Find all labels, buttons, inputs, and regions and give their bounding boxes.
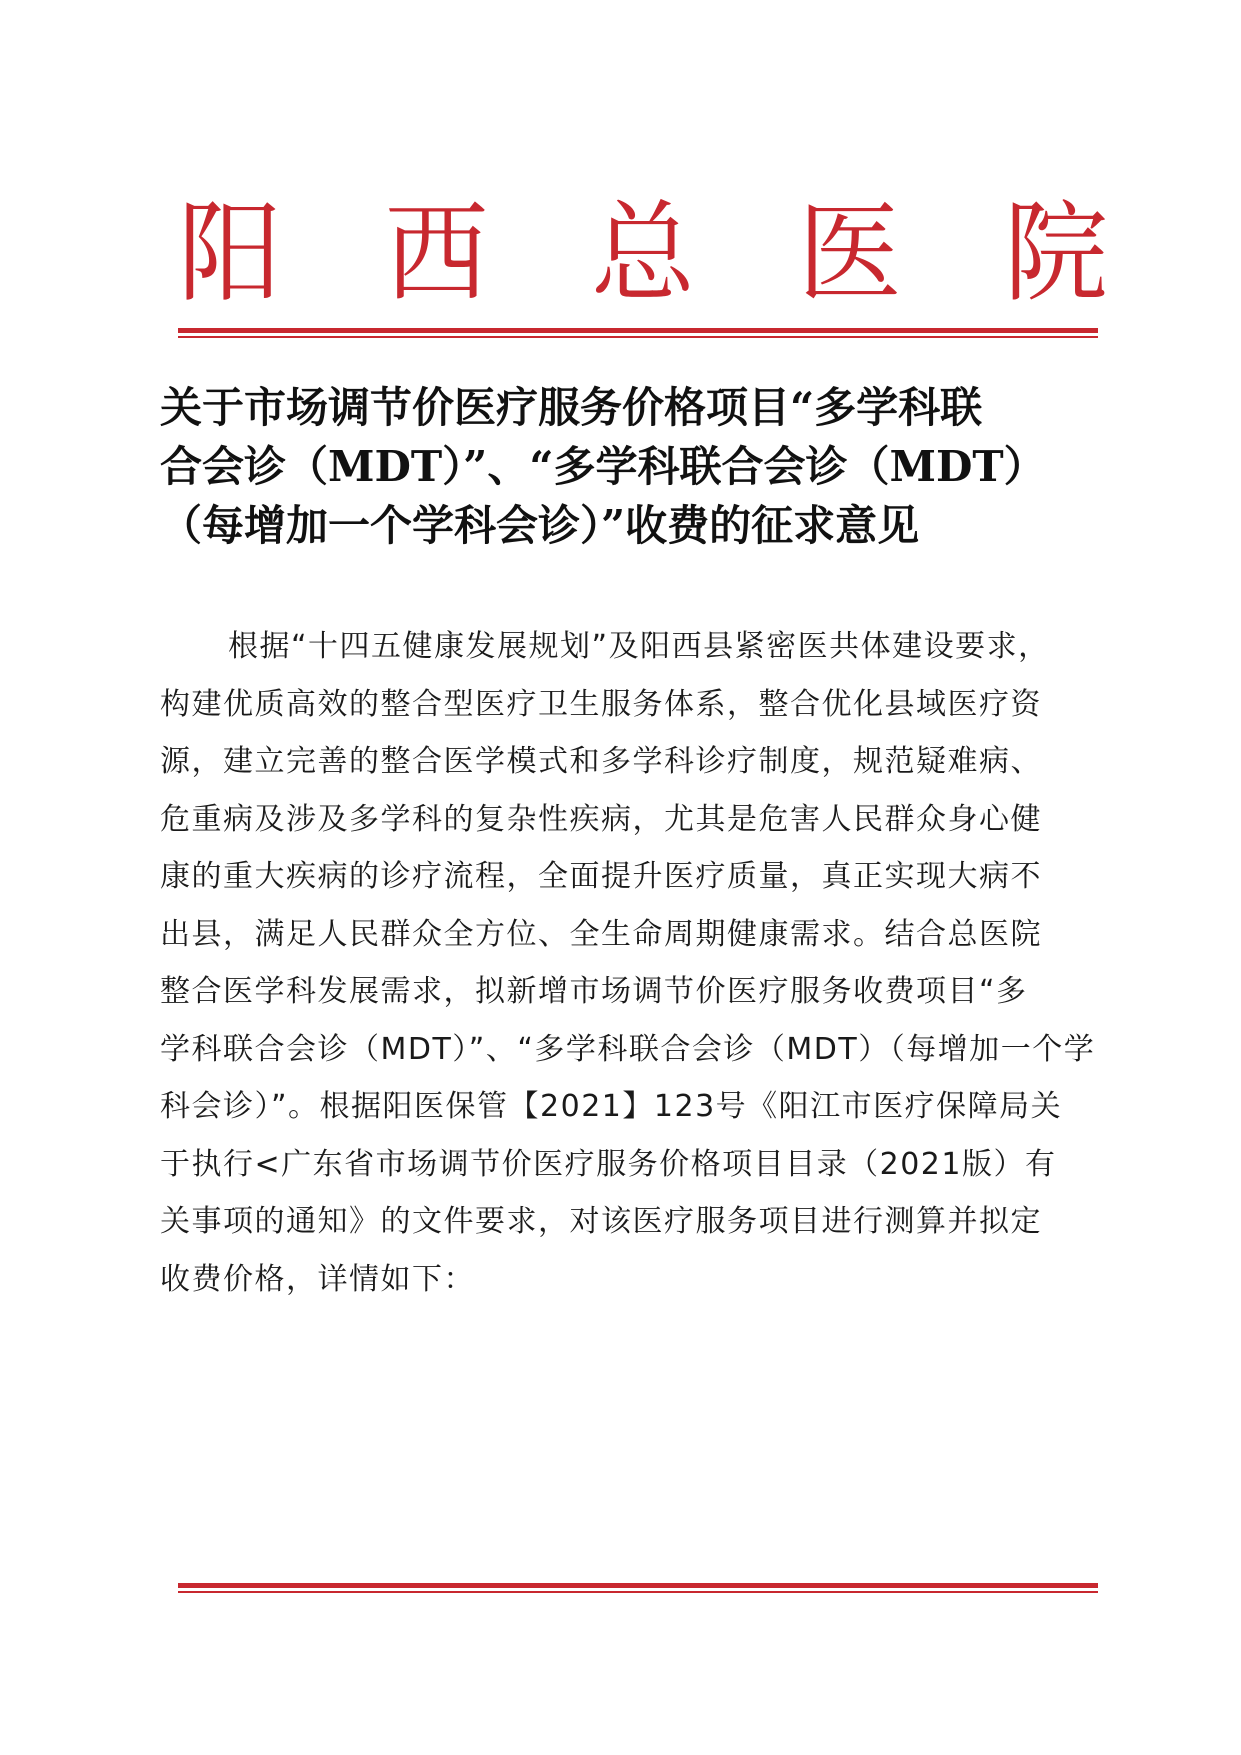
divider-thin-line	[178, 1591, 1098, 1593]
title-line: （每增加一个学科会诊）”收费的征求意见	[160, 501, 920, 550]
body-line: 构建优质高效的整合型医疗卫生服务体系，整合优化县域医疗资	[160, 686, 1042, 722]
document-title	[160, 378, 1100, 555]
body-line: 学科联合会诊（MDT）”、“多学科联合会诊（MDT）（每增加一个学	[160, 1031, 1096, 1067]
masthead	[178, 188, 1108, 318]
divider-thick-line	[178, 328, 1098, 333]
body-line: 出县，满足人民群众全方位、全生命周期健康需求。结合总医院	[160, 916, 1042, 952]
masthead-char: 西	[384, 188, 489, 318]
body-line: 危重病及涉及多学科的复杂性疾病，尤其是危害人民群众身心健	[160, 801, 1042, 837]
body-line: 关事项的通知》的文件要求，对该医疗服务项目进行测算并拟定	[160, 1204, 1042, 1239]
body-line: 根据“十四五健康发展规划”及阳西县紧密医共体建设要求，	[228, 629, 1050, 664]
body-paragraph	[160, 618, 1100, 1308]
footer-divider	[178, 1583, 1098, 1593]
divider-thin-line	[178, 336, 1098, 338]
body-line: 康的重大疾病的诊疗流程，全面提升医疗质量，真正实现大病不	[160, 859, 1042, 894]
divider-thick-line	[178, 1583, 1098, 1588]
masthead-char: 总	[590, 188, 695, 318]
title-line: 合会诊（MDT）”、“多学科联合会诊（MDT）	[160, 442, 1046, 491]
masthead-divider	[178, 328, 1098, 338]
body-line: 整合医学科发展需求，拟新增市场调节价医疗服务收费项目“多	[160, 974, 1028, 1009]
body-line: 于执行<广东省市场调节价医疗服务价格项目目录（2021版）有	[160, 1146, 1057, 1182]
title-line: 关于市场调节价医疗服务价格项目“多学科联	[160, 383, 983, 432]
masthead-char: 医	[797, 188, 902, 318]
body-line: 科会诊）”。根据阳医保管【2021】123号《阳江市医疗保障局关	[160, 1089, 1063, 1124]
body-line: 源，建立完善的整合医学模式和多学科诊疗制度，规范疑难病、	[160, 744, 1042, 779]
masthead-char: 院	[1003, 188, 1108, 318]
body-line: 收费价格，详情如下：	[160, 1261, 475, 1297]
masthead-char: 阳	[178, 188, 283, 318]
